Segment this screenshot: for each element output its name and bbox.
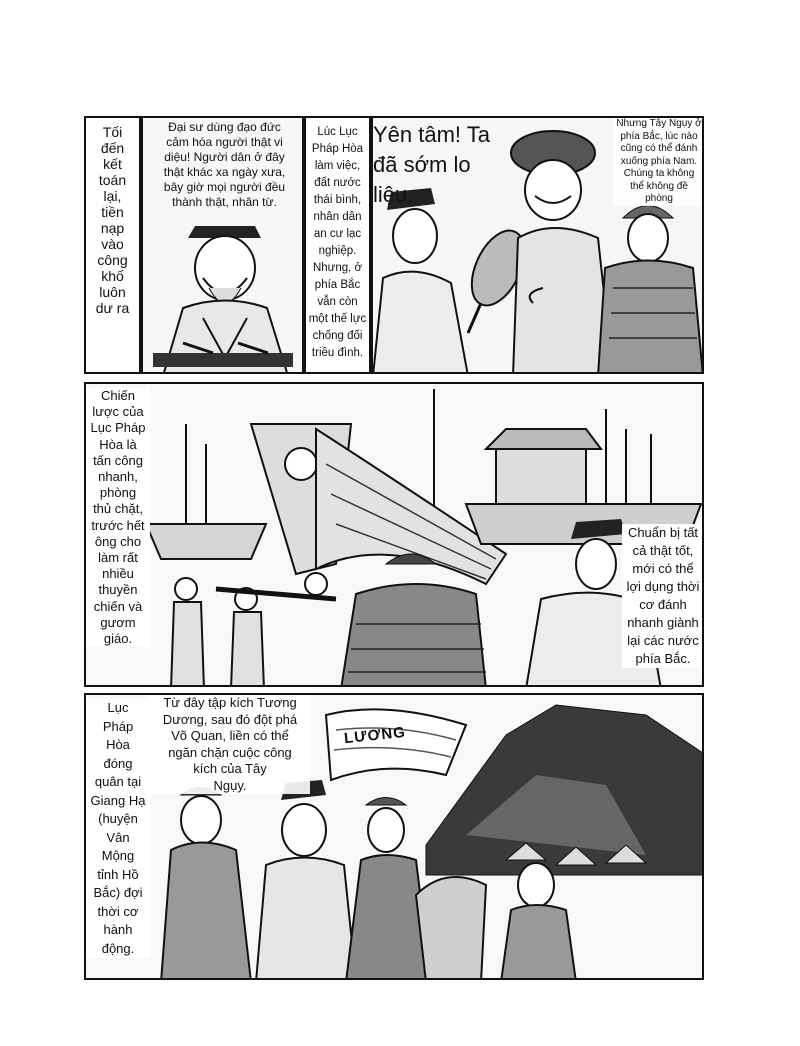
speech-bubble-praise: Đại sư dùng đạo đức cảm hóa người thật vi diệu! Người dân ở đây thật khác xa ngày xưa, bây giờ mọi người đều thành thật, nhân từ.: [163, 120, 286, 209]
caption-peace: Lúc Lục Pháp Hòa làm việc, đất nước thái bình, nhân dân an cư lạc nghiệp. Nhưng, ở phía Bắc vẫn còn một thế lực chống đối triều đình.: [308, 126, 367, 359]
panel-3-caption: [304, 116, 371, 374]
speech-bubble-reassure: Yên tâm! Ta đã sớm lo liệu.: [373, 122, 490, 207]
caption-garrison: Lục Pháp Hòa đóng quân tại Giang Hạ (huyện Vân Mộng tỉnh Hồ Bắc) đợi thời cơ hành động.: [86, 699, 150, 958]
caption-prepare: Chuẩn bị tất cả thật tốt, mới có thể lợi dụng thời cơ đánh nhanh giành lại các nước phía Bắc.: [622, 524, 704, 668]
panel-6-camp: [84, 693, 704, 980]
panel-4-conversation: [371, 116, 704, 374]
shipyard-illustration: [86, 384, 704, 687]
panel-1-caption: [84, 116, 141, 374]
speech-bubble-plan: Từ đây tập kích Tương Dương, sau đó đột phá Võ Quan, liền có thể ngăn chặn cuộc công kích của Tây Ngụy.: [150, 695, 310, 794]
caption-accounting: Tối đến kết toán lại, tiền nạp vào công khố luôn dư ra: [95, 124, 130, 316]
panel-5-shipyard: [84, 382, 704, 687]
banner-text: LƯƠNG: [343, 723, 407, 748]
panel-2-official: [141, 116, 304, 374]
speech-bubble-warning: Nhưng Tây Ngụy ở phía Bắc, lúc nào cũng có thể đánh xuống phía Nam. Chúng ta không thể không đề phòng: [613, 118, 704, 206]
caption-strategy: Chiến lược của Lục Pháp Hòa là tấn công nhanh, phòng thủ chặt, trước hết ông cho làm rất nhiều thuyền chiến và gươm giáo.: [86, 388, 150, 647]
